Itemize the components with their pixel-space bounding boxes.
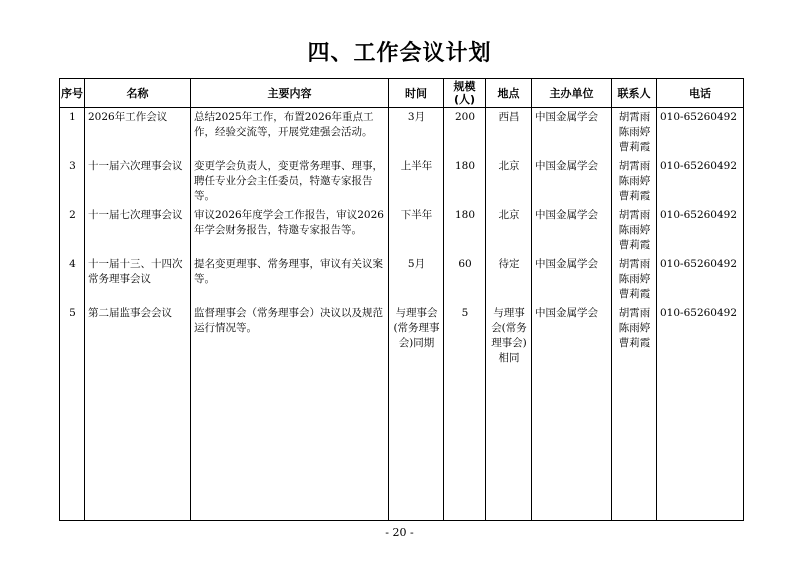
- table-filler-row: [60, 390, 744, 521]
- row-index: 3: [60, 157, 85, 206]
- row-name: 十一届七次理事会议: [85, 206, 191, 255]
- row-name: 十一届十三、十四次常务理事会议: [85, 255, 191, 304]
- row-name: 十一届六次理事会议: [85, 157, 191, 206]
- row-time: 下半年: [389, 206, 444, 255]
- row-phone: 010-65260492: [657, 108, 744, 158]
- header-index: 序号: [60, 79, 85, 108]
- row-place: 待定: [486, 255, 532, 304]
- row-place: 西昌: [486, 108, 532, 158]
- table-row: [60, 304, 744, 390]
- row-place: 与理事会(常务理事会)相同: [486, 304, 532, 390]
- row-host: 中国金属学会: [532, 255, 612, 304]
- table-row: [60, 157, 744, 206]
- row-scale: 180: [444, 157, 486, 206]
- header-place: 地点: [486, 79, 532, 108]
- page-title: 四、工作会议计划: [307, 41, 492, 66]
- row-place: 北京: [486, 157, 532, 206]
- row-content: 审议2026年度学会工作报告，审议2026年学会财务报告，特邀专家报告等。: [191, 206, 389, 255]
- row-phone: 010-65260492: [657, 255, 744, 304]
- row-contact: 胡霄雨 陈雨婷 曹莉霞: [612, 108, 657, 158]
- table-row: [60, 255, 744, 304]
- header-content: 主要内容: [191, 79, 389, 108]
- header-contact: 联系人: [612, 79, 657, 108]
- row-content: 监督理事会（常务理事会）决议以及规范运行情况等。: [191, 304, 389, 390]
- row-contact: 胡霄雨 陈雨婷 曹莉霞: [612, 255, 657, 304]
- row-index: 1: [60, 108, 85, 158]
- row-scale: 200: [444, 108, 486, 158]
- row-host: 中国金属学会: [532, 304, 612, 390]
- header-phone: 电话: [657, 79, 744, 108]
- page-number: - 20 -: [385, 526, 414, 539]
- table-row: [60, 108, 744, 158]
- table-row: [60, 206, 744, 255]
- row-contact: 胡霄雨 陈雨婷 曹莉霞: [612, 157, 657, 206]
- row-time: 5月: [389, 255, 444, 304]
- row-host: 中国金属学会: [532, 206, 612, 255]
- header-name: 名称: [85, 79, 191, 108]
- row-host: 中国金属学会: [532, 157, 612, 206]
- row-content: 变更学会负责人，变更常务理事、理事，聘任专业分会主任委员，特邀专家报告等。: [191, 157, 389, 206]
- row-content: 提名变更理事、常务理事，审议有关议案等。: [191, 255, 389, 304]
- row-name: 2026年工作会议: [85, 108, 191, 158]
- row-index: 5: [60, 304, 85, 390]
- row-contact: 胡霄雨 陈雨婷 曹莉霞: [612, 304, 657, 390]
- row-place: 北京: [486, 206, 532, 255]
- row-time: 3月: [389, 108, 444, 158]
- row-time: 与理事会(常务理事会)同期: [389, 304, 444, 390]
- header-scale: 规模 (人): [444, 79, 486, 108]
- row-contact: 胡霄雨 陈雨婷 曹莉霞: [612, 206, 657, 255]
- table-header-row: [60, 79, 744, 108]
- row-phone: 010-65260492: [657, 304, 744, 390]
- row-phone: 010-65260492: [657, 157, 744, 206]
- meeting-plan-table: [59, 78, 744, 521]
- row-scale: 180: [444, 206, 486, 255]
- row-index: 4: [60, 255, 85, 304]
- row-index: 2: [60, 206, 85, 255]
- row-phone: 010-65260492: [657, 206, 744, 255]
- row-content: 总结2025年工作，布置2026年重点工作，经验交流等，开展党建强会活动。: [191, 108, 389, 158]
- row-time: 上半年: [389, 157, 444, 206]
- row-scale: 60: [444, 255, 486, 304]
- header-time: 时间: [389, 79, 444, 108]
- row-name: 第二届监事会会议: [85, 304, 191, 390]
- header-host: 主办单位: [532, 79, 612, 108]
- row-host: 中国金属学会: [532, 108, 612, 158]
- row-scale: 5: [444, 304, 486, 390]
